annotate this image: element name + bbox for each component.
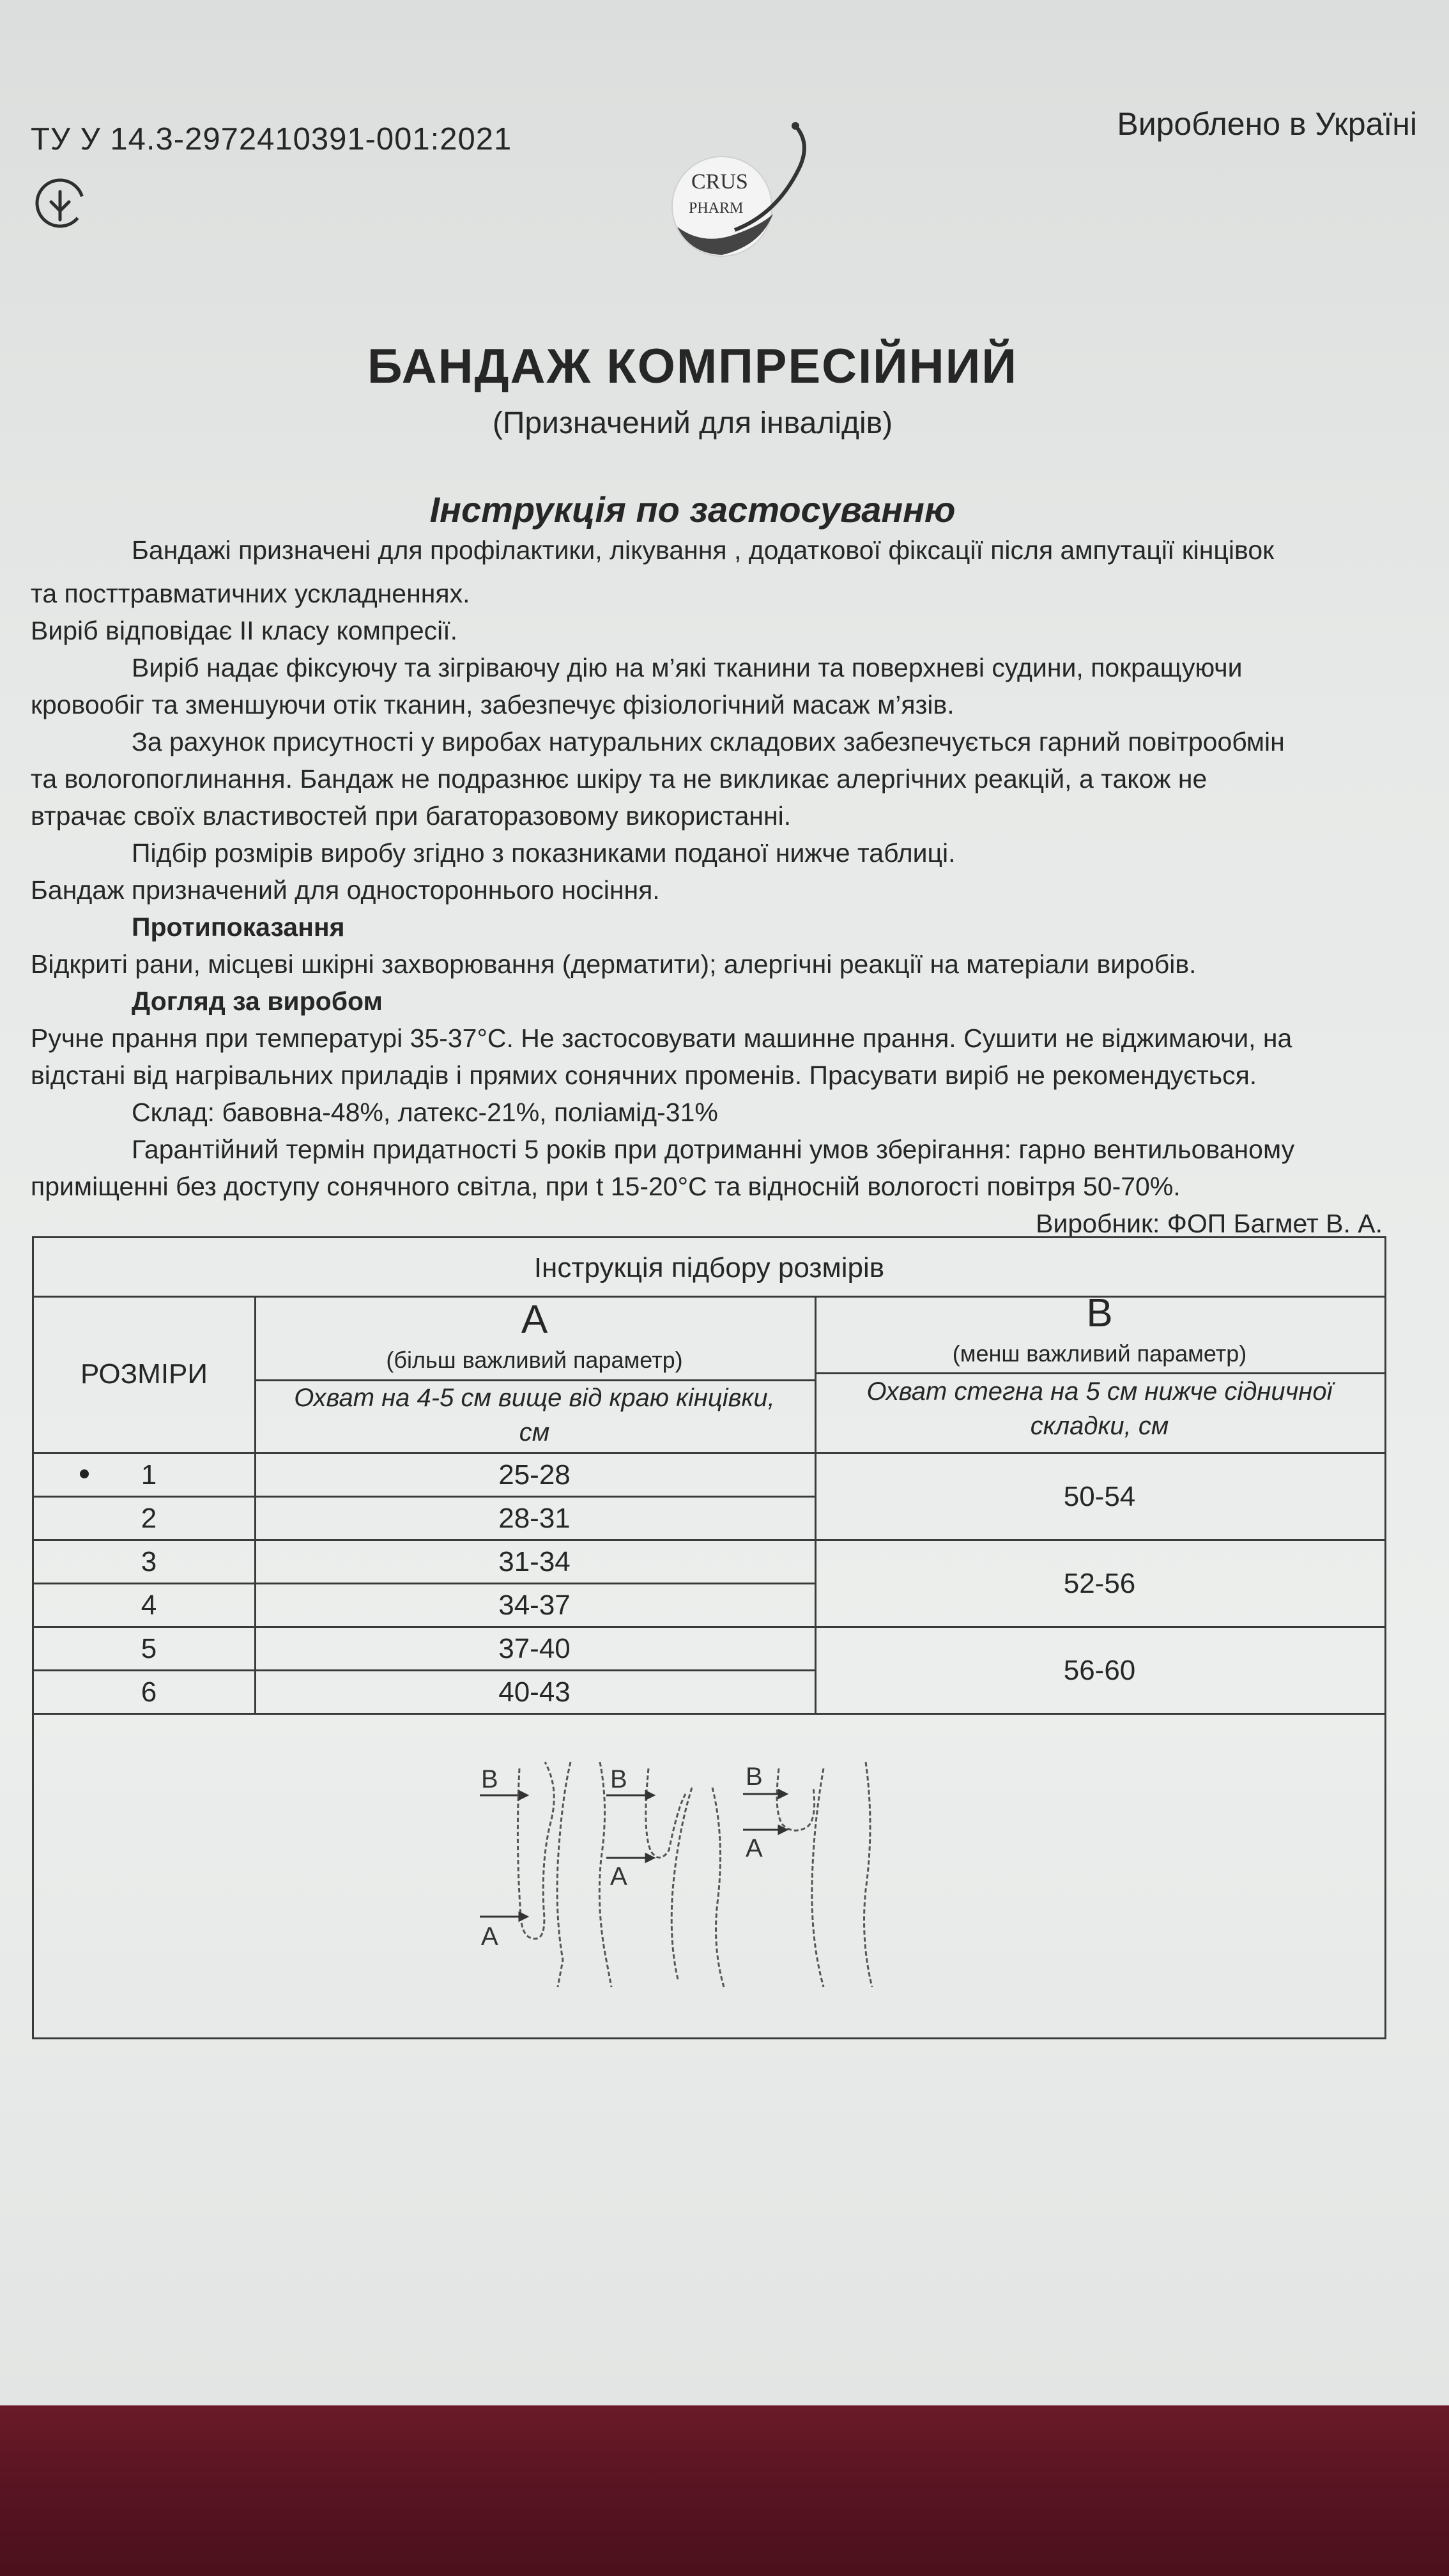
body-line: втрачає своїх властивостей при багаторазовому використанні. xyxy=(31,801,792,831)
size-table-caption: Інструкція підбору розмірів xyxy=(533,1252,885,1284)
body-line: Виріб відповідає II класу компресії. xyxy=(31,616,458,645)
body-line: та посттравматичних ускладненнях. xyxy=(31,579,470,608)
diagram-label-a: А xyxy=(746,1834,763,1862)
instructions-heading: Інструкція по застосуванню xyxy=(429,489,956,530)
b-range: 56-60 xyxy=(1063,1655,1136,1686)
tu-code: ТУ У 14.3-2972410391-001:2021 xyxy=(31,122,512,157)
measurement-diagram xyxy=(475,1749,935,1992)
logo-text-crus: CRUS xyxy=(691,170,748,194)
logo-text-pharm: PHARM xyxy=(689,200,744,217)
a-range: 25-28 xyxy=(498,1459,571,1491)
certification-mark-icon xyxy=(33,172,91,234)
size-value: 6 xyxy=(141,1676,157,1708)
body-line: Бандажі призначені для профілактики, лікування , додаткової фіксації після ампутації кінцівок xyxy=(132,535,1275,565)
care-line: Ручне прання при температурі 35-37°С. Не застосовувати машинне прання. Сушити не віджимаючи, на xyxy=(31,1023,1292,1053)
a-range: 34-37 xyxy=(498,1590,571,1621)
diagram-label-a: А xyxy=(610,1862,627,1890)
body-line: кровообіг та зменшуючи отік тканин, забезпечує фізіологічний масаж м’язів. xyxy=(31,690,954,719)
size-value: 5 xyxy=(141,1633,157,1664)
made-in-label: Вироблено в Україні xyxy=(1117,106,1417,142)
body-line: Підбір розмірів виробу згідно з показниками поданої нижче таблиці. xyxy=(132,838,956,868)
crus-pharm-logo xyxy=(664,118,824,265)
column-a-letter: А xyxy=(521,1298,548,1342)
a-range: 31-34 xyxy=(498,1546,571,1577)
column-a-desc: Охват на 4-5 см вище від краю кінцівки, xyxy=(294,1384,775,1412)
column-a-desc-unit: см xyxy=(519,1418,550,1446)
document-title: БАНДАЖ КОМПРЕСІЙНИЙ xyxy=(367,339,1018,394)
row-marker-dot xyxy=(80,1469,89,1478)
column-b-letter: В xyxy=(1086,1291,1113,1335)
a-range: 28-31 xyxy=(498,1503,571,1534)
b-range: 50-54 xyxy=(1063,1481,1136,1512)
diagram-label-b: В xyxy=(610,1765,627,1793)
column-b-note: (менш важливий параметр) xyxy=(952,1340,1247,1367)
column-b-desc: Охват стегна на 5 см нижче сідничної xyxy=(866,1377,1333,1406)
manufacturer: Виробник: ФОП Багмет В. А. xyxy=(1036,1209,1383,1238)
body-line: За рахунок присутності у виробах натуральних складових забезпечується гарний повітрообмін xyxy=(132,727,1285,756)
a-range: 40-43 xyxy=(498,1676,571,1708)
size-value: 3 xyxy=(141,1546,157,1577)
warranty-line: приміщенні без доступу сонячного світла, при t 15-20°С та відносній вологості повітря 50-70%. xyxy=(31,1172,1181,1201)
size-value: 1 xyxy=(141,1459,157,1491)
care-line: відстані від нагрівальних приладів і прямих сонячних променів. Прасувати виріб не рекомендується. xyxy=(31,1061,1257,1090)
size-value: 4 xyxy=(141,1590,157,1621)
diagram-label-b: В xyxy=(481,1765,498,1793)
size-value: 2 xyxy=(141,1503,157,1534)
sizes-header: РОЗМІРИ xyxy=(80,1358,208,1390)
size-table xyxy=(32,1236,1386,2039)
a-range: 37-40 xyxy=(498,1633,571,1664)
diagram-label-a: А xyxy=(481,1922,498,1951)
background-fabric xyxy=(0,2405,1449,2576)
column-a-note: (більш важливий параметр) xyxy=(386,1347,683,1373)
diagram-label-b: В xyxy=(746,1763,763,1791)
body-line: та вологопоглинання. Бандаж не подразнює шкіру та не викликає алергічних реакцій, а також не xyxy=(31,764,1208,793)
care-heading: Догляд за виробом xyxy=(132,986,383,1016)
b-range: 52-56 xyxy=(1063,1568,1136,1599)
document-subtitle: (Призначений для інвалідів) xyxy=(492,406,893,440)
contraindications-text: Відкриті рани, місцеві шкірні захворювання (дерматити); алергічні реакції на матеріали виробів. xyxy=(31,949,1197,979)
column-b-desc-unit: складки, см xyxy=(1030,1412,1169,1440)
warranty-line: Гарантійний термін придатності 5 років при дотриманні умов зберігання: гарно вентильованому xyxy=(132,1135,1295,1164)
composition: Склад: бавовна-48%, латекс-21%, поліамід-31% xyxy=(132,1098,718,1127)
body-line: Бандаж призначений для одностороннього носіння. xyxy=(31,875,660,905)
contraindications-heading: Протипоказання xyxy=(132,912,345,942)
body-line: Виріб надає фіксуючу та зігріваючу дію на м’які тканини та поверхневі судини, покращуючи xyxy=(132,653,1243,682)
